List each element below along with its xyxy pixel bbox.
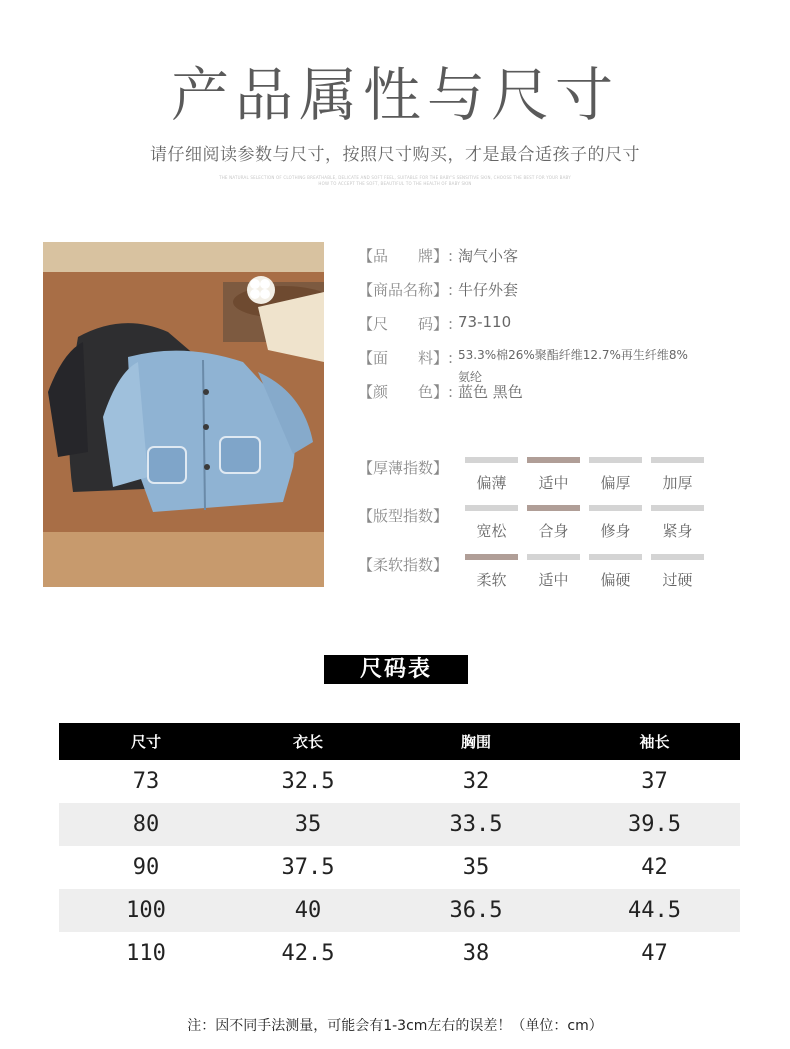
softness-bar-selected: [465, 554, 518, 560]
product-photo: [43, 242, 324, 587]
softness-option: [589, 554, 642, 590]
table-cell: 32: [462, 769, 490, 794]
attr-fabric-key: 【面 料】:: [358, 349, 454, 367]
table-cell: 42: [641, 855, 668, 880]
softness-bar: [589, 554, 642, 560]
page-subtitle: 请仔细阅读参数与尺寸，按照尺寸购买，才是最合适孩子的尺寸: [150, 145, 640, 165]
softness-option-label: 适中: [538, 571, 569, 589]
fineprint-line-2: HOW TO ACCEPT THE SOFT, BEAUTIFUL TO THE HEALTH OF BABY SKIN: [318, 181, 472, 186]
attr-color-value: 蓝色 黑色: [458, 383, 523, 401]
softness-option-label: 偏硬: [600, 571, 631, 589]
size-chart-header-row: [59, 723, 740, 760]
attr-brand: [358, 245, 518, 266]
fit-option-label: 宽松: [476, 522, 507, 540]
table-cell: 80: [59, 803, 233, 846]
attr-product-name-key: 【商品名称】:: [358, 281, 454, 299]
thickness-option: [465, 457, 518, 493]
size-chart-heading: 尺码表: [324, 655, 468, 684]
table-row: [59, 803, 740, 846]
table-cell: 37: [641, 769, 668, 794]
softness-bar: [651, 554, 704, 560]
column-header-sleeve: 袖长: [569, 723, 740, 760]
size-chart-table: [59, 723, 740, 975]
measurement-note: 注：因不同手法测量，可能会有1-3cm左右的误差！（单位：cm）: [187, 1018, 603, 1034]
softness-index-label: 【柔软指数】: [358, 556, 449, 574]
table-cell: 47: [641, 941, 668, 966]
table-row: [59, 760, 740, 803]
column-header-chest: 胸围: [383, 723, 569, 760]
page-title: 产品属性与尺寸: [170, 61, 619, 129]
table-row: [59, 932, 740, 975]
thickness-bar-selected: [527, 457, 580, 463]
fit-bar: [651, 505, 704, 511]
attr-color: [358, 381, 523, 402]
table-cell: 40: [233, 889, 383, 932]
attr-product-name-value: 牛仔外套: [458, 281, 519, 299]
fit-option: [589, 505, 642, 541]
fit-option-label: 修身: [600, 522, 631, 540]
table-cell: 39.5: [569, 803, 740, 846]
table-cell: 110: [126, 941, 166, 966]
thickness-option: [651, 457, 704, 493]
attr-brand-value: 淘气小客: [458, 247, 519, 265]
table-cell: 100: [59, 889, 233, 932]
table-cell: 32.5: [281, 769, 335, 794]
fit-option-label: 紧身: [662, 522, 693, 540]
thickness-option: [527, 457, 580, 493]
table-cell: 44.5: [569, 889, 740, 932]
table-cell: 90: [132, 855, 160, 880]
fit-index-label: 【版型指数】: [358, 507, 449, 525]
softness-option: [651, 554, 704, 590]
attr-brand-key: 【品 牌】:: [358, 247, 454, 265]
table-cell: 35: [233, 803, 383, 846]
table-row: [59, 846, 740, 889]
fineprint-line-1: THE NATURAL SELECTION OF CLOTHING BREATHABLE, DELICATE AND SOFT FEEL, SUITABLE FOR THE BABY'S SENSITIVE SKIN, CHOOSE THE BEST FOR YOUR BABY: [219, 175, 571, 180]
fit-bar: [465, 505, 518, 511]
table-cell: 37.5: [281, 855, 335, 880]
fit-option-label: 合身: [538, 522, 569, 540]
fit-option: [651, 505, 704, 541]
table-cell: 38: [462, 941, 490, 966]
thickness-option-label: 适中: [538, 474, 569, 492]
attr-product-name: [358, 279, 518, 300]
attr-size-key: 【尺 码】:: [358, 315, 454, 333]
fit-option: [465, 505, 518, 541]
fit-bar-selected: [527, 505, 580, 511]
thickness-option-label: 偏厚: [600, 474, 631, 492]
thickness-index-label: 【厚薄指数】: [358, 459, 449, 477]
thickness-option-label: 偏薄: [476, 474, 507, 492]
attr-size: [358, 313, 511, 334]
softness-option-label: 过硬: [662, 571, 693, 589]
softness-option: [527, 554, 580, 590]
table-cell: 36.5: [383, 889, 569, 932]
column-header-size: 尺寸: [59, 723, 233, 760]
attr-fabric-value: 53.3%棉26%聚酯纤维12.7%再生纤维8%氨纶: [458, 348, 688, 384]
thickness-bar: [589, 457, 642, 463]
table-cell: 73: [132, 769, 160, 794]
fit-bar: [589, 505, 642, 511]
table-cell: 35: [462, 855, 490, 880]
softness-option: [465, 554, 518, 590]
column-header-length: 衣长: [233, 723, 383, 760]
table-cell: 42.5: [281, 941, 335, 966]
attr-color-key: 【颜 色】:: [358, 383, 454, 401]
fit-option: [527, 505, 580, 541]
thickness-bar: [465, 457, 518, 463]
thickness-bar: [651, 457, 704, 463]
softness-bar: [527, 554, 580, 560]
table-cell: 33.5: [383, 803, 569, 846]
thickness-option-label: 加厚: [662, 474, 693, 492]
attr-size-value: 73-110: [458, 313, 512, 331]
table-row: [59, 889, 740, 932]
softness-option-label: 柔软: [476, 571, 507, 589]
thickness-option: [589, 457, 642, 493]
